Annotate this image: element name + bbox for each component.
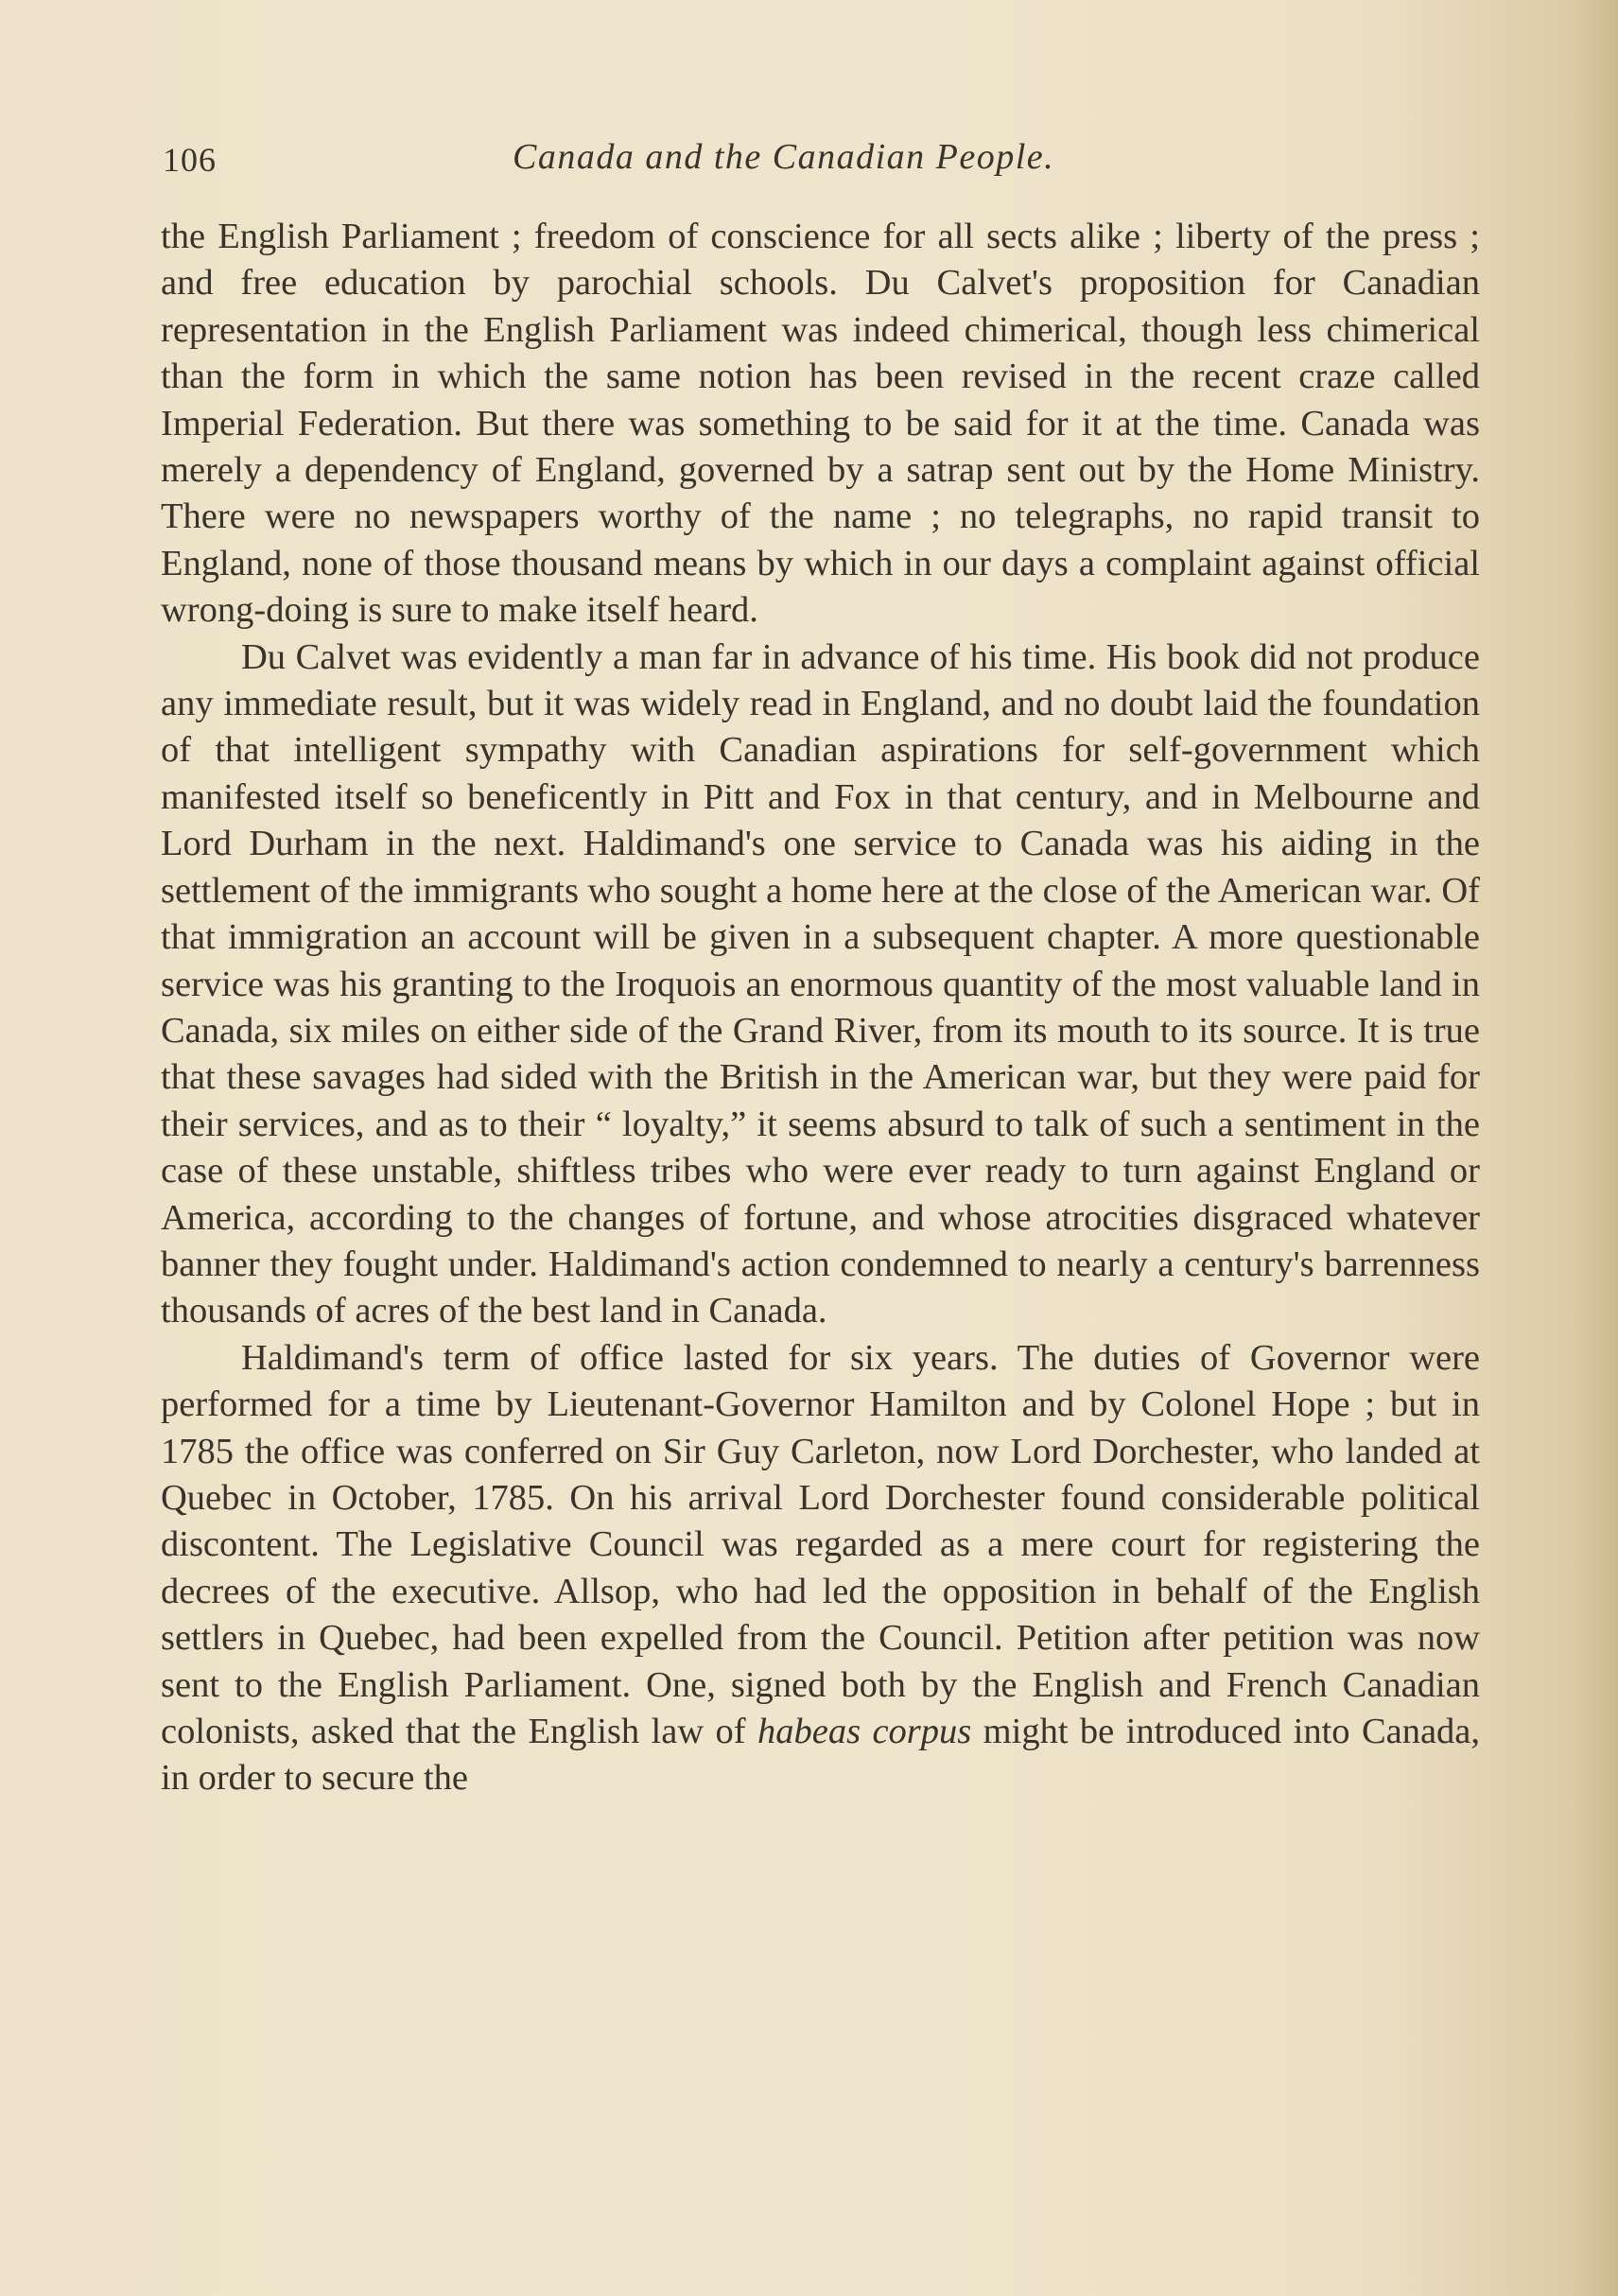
habeas-corpus-italic: habeas corpus [757,1712,972,1751]
running-title: Canada and the Canadian People. [513,137,1055,177]
paragraph-continuation: the English Parliament ; freedom of conscience for all sects alike ; liberty of the press ; and free education by parochial schools. Du Calvet's proposition for Canadian representation in the English Parliament was indeed chimerical, though less chimerical than the form in which the same notion has been revised in the recent craze called Imperial Federation. But there was something to be said for it at the time. Canada was merely a dependency of England, governed by a satrap sent out by the Home Ministry. There were no newspapers worthy of the name ; no telegraphs, no rapid transit to England, none of those thousand means by which in our days a complaint against official wrong-doing is sure to make itself heard. [161,217,1480,631]
paragraph-du-calvet: Du Calvet was evidently a man far in advance of his time. His book did not produce any immediate result, but it was widely read in England, and no doubt laid the foundation of that intelligent sympathy with Canadian aspirations for self-government which manifested itself so beneficently in Pitt and Fox in that century, and in Melbourne and Lord Durham in the next. Haldimand's one service to Canada was his aiding in the settlement of the immigrants who sought a home here at the close of the American war. Of that immigration an account will be given in a subsequent chapter. A more questionable service was his granting to the Iroquois an enormous quantity of the most valuable land in Canada, six miles on either side of the Grand River, from its mouth to its source. It is true that these savages had sided with the British in the American war, but they were paid for their services, and as to their “ loyalty,” it seems absurd to talk of such a sentiment in the case of these unstable, shiftless tribes who were ever ready to turn against England or America, according to the changes of fortune, and whose atrocities disgraced whatever banner they fought under. Haldimand's action condemned to nearly a century's barrenness thousands of acres of the best land in Canada. [161,636,1480,1331]
paragraph-text-before-italic: Haldimand's term of office lasted for six years. The duties of Governor were performed for a time by Lieutenant-Governor Hamilton and by Colonel Hope ; but in 1785 the office was conferred on Sir Guy Carleton, now Lord Dorchester, who landed at Quebec in October, 1785. On his arrival Lord Dorchester found considerable political discontent. The Legislative Council was regarded as a mere court for registering the decrees of the executive. Allsop, who had led the opposition in behalf of the English settlers in Quebec, had been expelled from the Council. Petition after petition was now sent to the English Parliament. One, signed both by the English and French Canadian colonists, asked that the English law of [161,1337,1480,1751]
body-text [161,214,1480,1802]
paragraph-haldimand-term [161,1335,1480,1802]
page-number: 106 [163,141,217,179]
paragraph-text-after-italic: might be introduced into Canada, in order to secure the [161,1712,1481,1799]
page-header [163,132,1487,189]
